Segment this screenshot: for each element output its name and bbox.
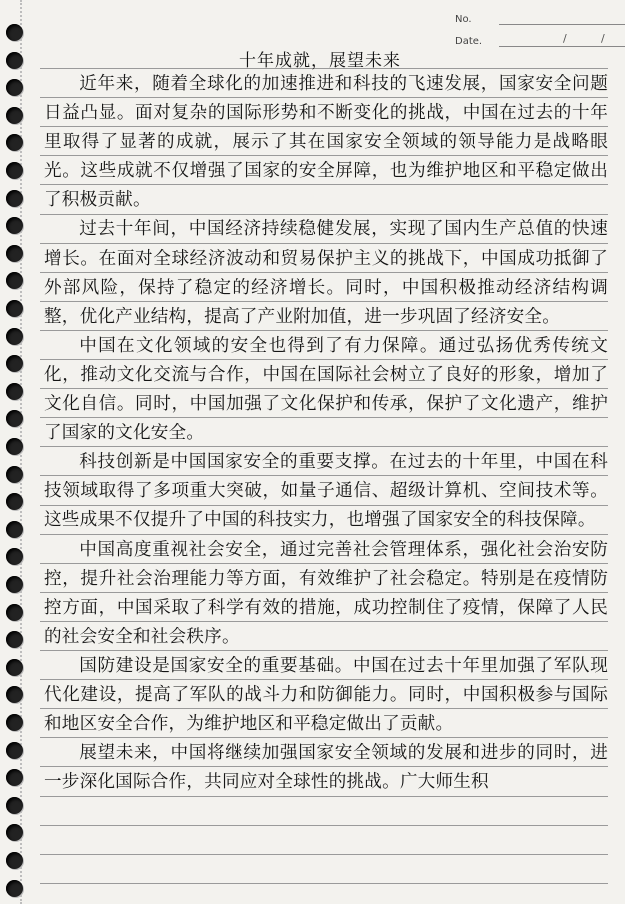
binding-hole bbox=[6, 107, 23, 124]
rule-line bbox=[40, 883, 608, 884]
essay-title: 十年成就，展望未来 bbox=[239, 51, 401, 71]
paragraph: 中国在文化领域的安全也得到了有力保障。通过弘扬优秀传统文化，推动文化交流与合作，中国在国际社会树立了良好的形象，增加了文化自信。同时，中国加强了文化保护和传承，保护了文化遗产，维护了国家的文化安全。 bbox=[44, 335, 608, 444]
binding-hole bbox=[6, 52, 23, 69]
binding-hole bbox=[6, 521, 23, 538]
paragraph: 过去十年间，中国经济持续稳健发展，实现了国内生产总值的快速增长。在面对全球经济波动和贸易保护主义的挑战下，中国成功抵御了外部风险，保持了稳定的经济增长。同时，中国积极推动经济结构调整，优化产业结构，提高了产业附加值，进一步巩固了经济安全。 bbox=[44, 219, 608, 327]
binding-hole bbox=[6, 162, 23, 179]
binding-hole bbox=[6, 24, 23, 41]
date-field bbox=[455, 25, 625, 47]
binding-hole bbox=[6, 880, 23, 897]
date-separator: / bbox=[563, 32, 567, 45]
rule-line bbox=[40, 854, 608, 855]
page-header-fields bbox=[455, 3, 625, 47]
binding-hole bbox=[6, 466, 23, 483]
binding-hole bbox=[6, 300, 23, 317]
binding-hole bbox=[6, 604, 23, 621]
binding-hole bbox=[6, 714, 23, 731]
rule-line bbox=[40, 825, 608, 826]
binding-hole bbox=[6, 742, 23, 759]
binding-hole bbox=[6, 659, 23, 676]
binding-hole bbox=[6, 383, 23, 400]
number-field bbox=[455, 3, 625, 25]
paragraph: 中国高度重视社会安全，通过完善社会管理体系，强化社会治安防控，提升社会治理能力等方面，有效维护了社会稳定。特别是在疫情防控方面，中国采取了科学有效的措施，成功控制住了疫情，保障了人民的社会安全和社会秩序。 bbox=[44, 539, 608, 647]
binding-hole bbox=[6, 438, 23, 455]
binding-hole bbox=[6, 797, 23, 814]
paragraph: 展望未来，中国将继续加强国家安全领域的发展和进步的同时，进一步深化国际合作，共同应对全球性的挑战。广大师生积 bbox=[44, 743, 608, 793]
paragraph: 国防建设是国家安全的重要基础。中国在过去十年里加强了军队现代化建设，提高了军队的战斗力和防御能力。同时，中国积极参与国际和地区安全合作，为维护地区和平稳定做出了贡献。 bbox=[44, 655, 608, 735]
binding-hole bbox=[6, 328, 23, 345]
spiral-binding bbox=[0, 0, 40, 904]
essay-body bbox=[44, 70, 608, 797]
number-line bbox=[499, 10, 625, 25]
paragraph: 科技创新是中国国家安全的重要支撑。在过去的十年里，中国在科技领域取得了多项重大突破，如量子通信、超级计算机、空间技术等。这些成果不仅提升了中国的科技实力，也增强了国家安全的科技保障。 bbox=[44, 452, 608, 531]
date-line bbox=[499, 32, 625, 47]
date-label: Date. bbox=[455, 36, 483, 47]
binding-hole bbox=[6, 576, 23, 593]
number-label: No. bbox=[455, 14, 472, 25]
date-separator: / bbox=[601, 32, 605, 45]
paragraph: 近年来，随着全球化的加速推进和科技的飞速发展，国家安全问题日益凸显。面对复杂的国际形势和不断变化的挑战，中国在过去的十年里取得了显著的成就，展示了其在国家安全领域的领导能力是战略眼光。这些成就不仅增强了国家的安全屏障，也为维护地区和平稳定做出了积极贡献。 bbox=[44, 74, 608, 211]
binding-hole bbox=[6, 245, 23, 262]
binding-hole bbox=[6, 190, 23, 207]
binding-hole bbox=[6, 852, 23, 869]
